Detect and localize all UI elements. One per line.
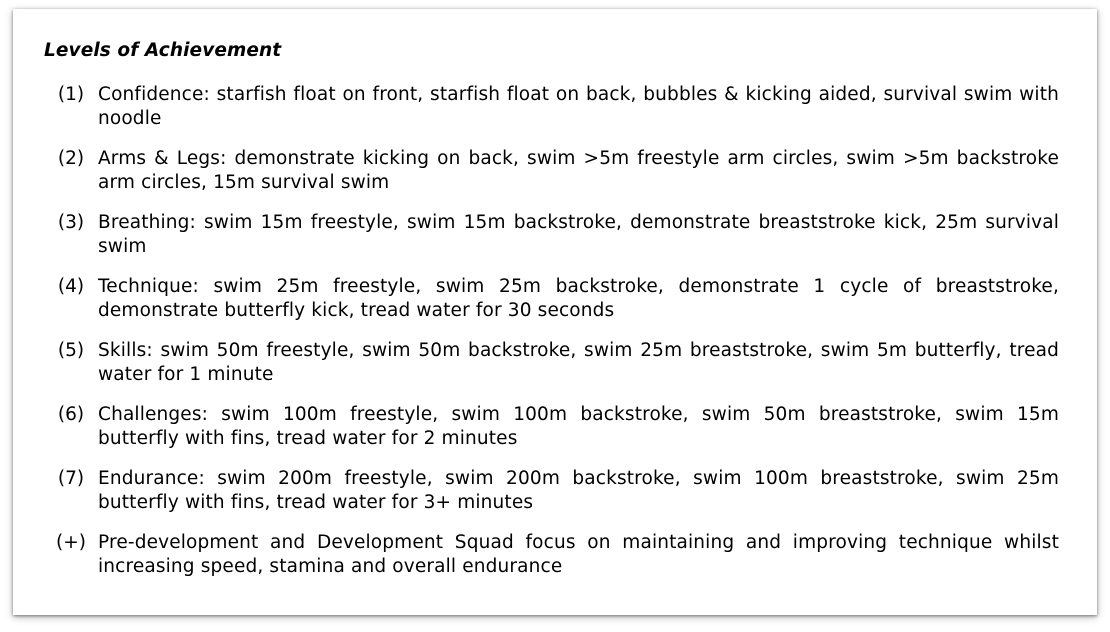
- level-marker: (6): [57, 404, 85, 425]
- level-description: Confidence: starfish float on front, starfish float on back, bubbles & kicking aided, survival swim with noodle: [98, 84, 1059, 129]
- level-description: Challenges: swim 100m freestyle, swim 100m backstroke, swim 50m breaststroke, swim 15m butterfly with fins, tread water for 2 minutes: [98, 404, 1059, 449]
- level-marker: (5): [57, 340, 85, 361]
- document-card: [13, 9, 1097, 615]
- level-marker: (+): [56, 532, 86, 553]
- level-description: Arms & Legs: demonstrate kicking on back, swim >5m freestyle arm circles, swim >5m backstroke arm circles, 15m survival swim: [98, 148, 1059, 193]
- level-item-3: [44, 211, 1059, 259]
- level-marker: (4): [57, 276, 85, 297]
- level-description: Breathing: swim 15m freestyle, swim 15m backstroke, demonstrate breaststroke kick, 25m survival swim: [98, 212, 1059, 257]
- levels-list: [44, 83, 1059, 579]
- level-item-4: [44, 275, 1059, 323]
- level-description: Endurance: swim 200m freestyle, swim 200m backstroke, swim 100m breaststroke, swim 25m butterfly with fins, tread water for 3+ minutes: [98, 468, 1059, 513]
- level-marker: (7): [57, 468, 85, 489]
- level-marker: (1): [57, 84, 85, 105]
- document-title: Levels of Achievement: [44, 40, 282, 61]
- level-marker: (3): [57, 212, 85, 233]
- level-description: Skills: swim 50m freestyle, swim 50m backstroke, swim 25m breaststroke, swim 5m butterfly, tread water for 1 minute: [98, 340, 1059, 385]
- level-item-1: [44, 83, 1059, 131]
- level-item-6: [44, 403, 1059, 451]
- level-item-5: [44, 339, 1059, 387]
- level-description: Technique: swim 25m freestyle, swim 25m backstroke, demonstrate 1 cycle of breaststroke, demonstrate butterfly kick, tread water for 30 seconds: [98, 276, 1059, 321]
- level-description: Pre-development and Development Squad focus on maintaining and improving technique whilst increasing speed, stamina and overall endurance: [98, 532, 1059, 577]
- level-item-7: [44, 467, 1059, 515]
- level-item-2: [44, 147, 1059, 195]
- level-marker: (2): [57, 148, 85, 169]
- level-item-plus: [44, 531, 1059, 579]
